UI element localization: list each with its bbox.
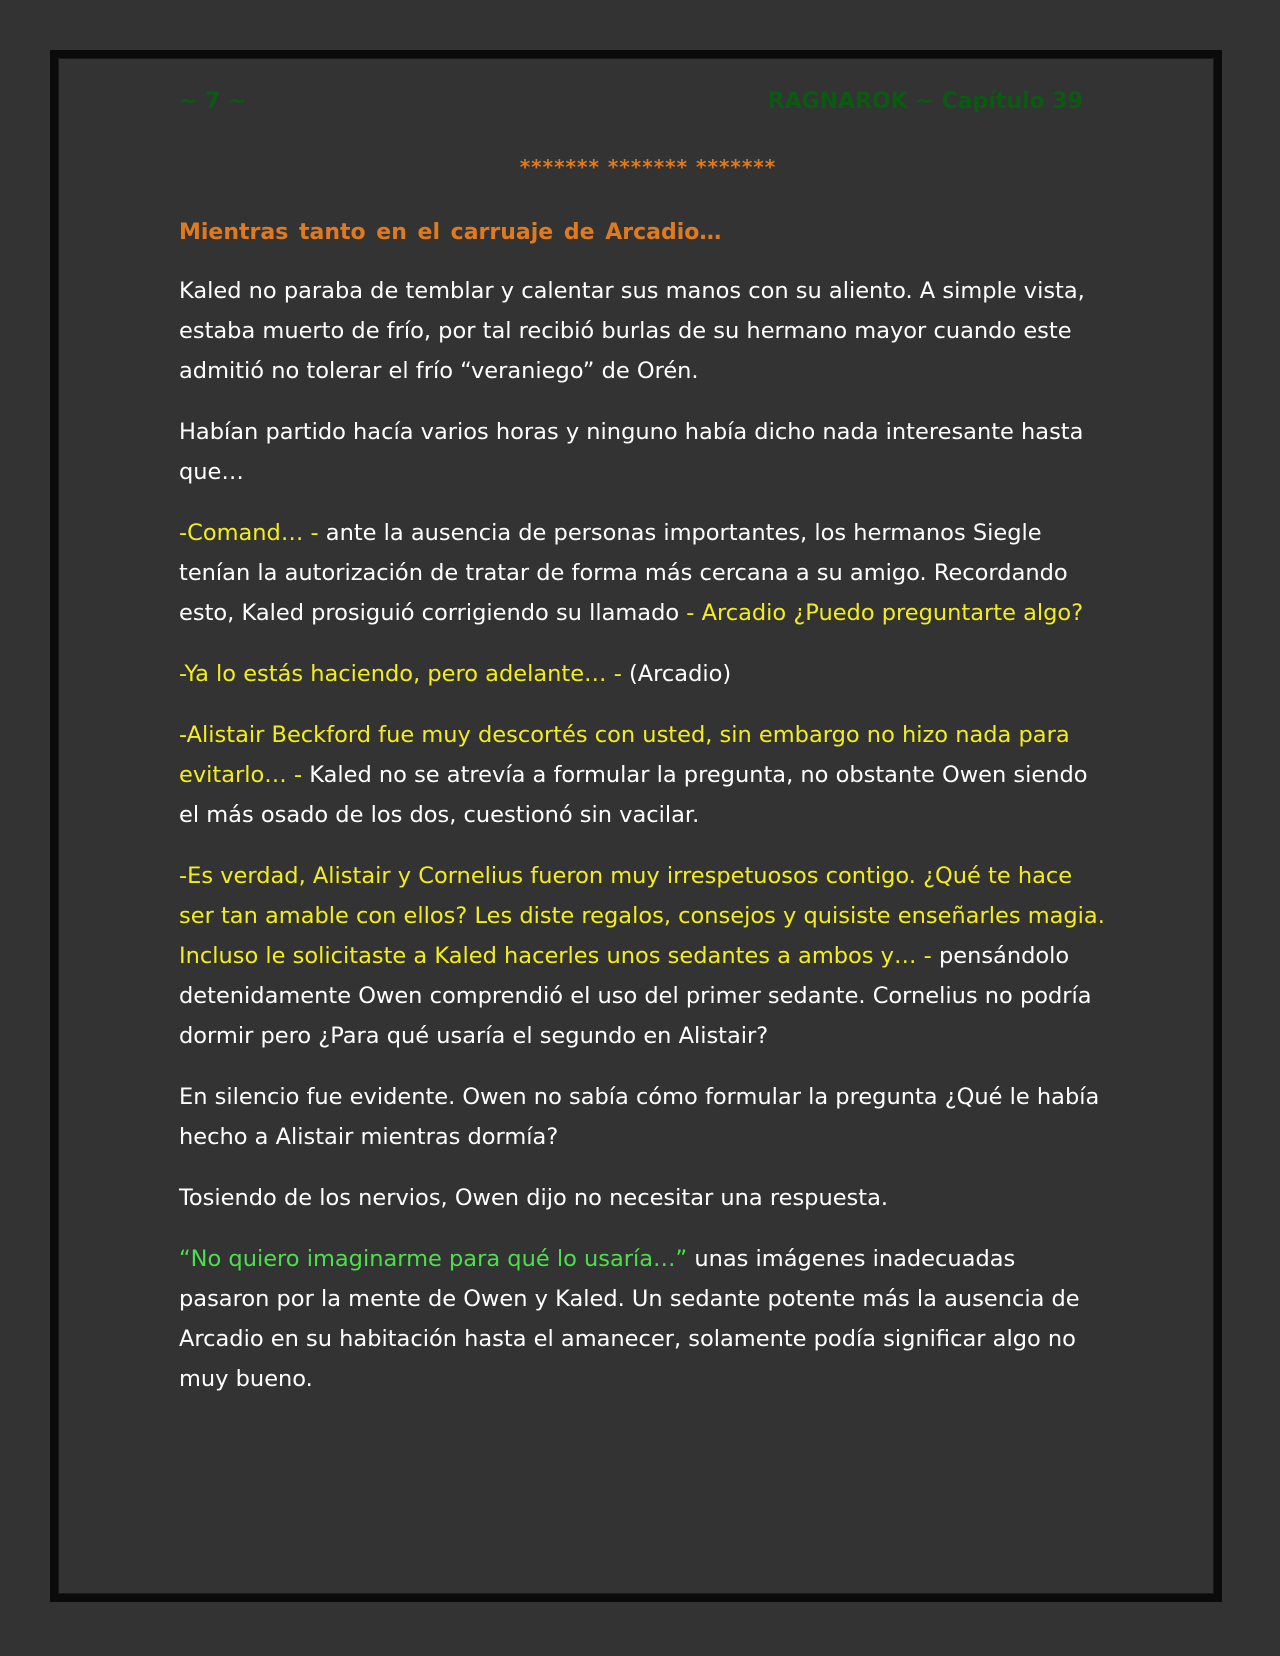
narration-text: pensándolo detenidamente Owen comprendió el uso del primer sedante. Cornelius no podría dormir pero ¿Para qué usaría el segundo en Alistair? xyxy=(179,943,1092,1049)
scene-separator: ******* ******* ******* xyxy=(519,155,777,179)
narration-text: Kaled no se atrevía a formular la pregunta, no obstante Owen siendo el más osado de los dos, cuestionó sin vacilar. xyxy=(179,762,1088,828)
paragraph-1: Kaled no paraba de temblar y calentar sus manos con su aliento. A simple vista, estaba muerto de frío, por tal recibió burlas de su hermano mayor cuando este admitió no tolerar el frío “veraniego” de Orén. xyxy=(179,278,1085,384)
page-header xyxy=(179,89,1083,121)
narration-text: unas imágenes inadecuadas pasaron por la mente de Owen y Kaled. Un sedante potente más la ausencia de Arcadio en su habitación hasta el amanecer, solamente podía significar algo no muy bueno. xyxy=(179,1246,1080,1392)
page-number: ~ 7 ~ xyxy=(179,89,247,114)
paragraph-7: En silencio fue evidente. Owen no sabía cómo formular la pregunta ¿Qué le había hecho a Alistair mientras dormía? xyxy=(179,1084,1100,1150)
dialogue-text: -Comand… - xyxy=(179,520,326,546)
paragraph-4 xyxy=(179,654,1109,694)
paragraph-6 xyxy=(179,856,1109,1056)
scene-heading: Mientras tanto en el carruaje de Arcadio… xyxy=(179,220,722,245)
narration-text: ante la ausencia de personas importantes, los hermanos Siegle tenían la autorización de tratar de forma más cercana a su amigo. Recordando esto, Kaled prosiguió corrigiendo su llamado xyxy=(179,520,1068,626)
dialogue-text: - Arcadio ¿Puedo preguntarte algo? xyxy=(686,600,1084,626)
paragraph-9 xyxy=(179,1239,1109,1399)
paragraph-2: Habían partido hacía varios horas y ninguno había dicho nada interesante hasta que… xyxy=(179,419,1084,485)
paragraph-3 xyxy=(179,513,1109,633)
paragraph-5 xyxy=(179,715,1109,835)
dialogue-text: -Es verdad, Alistair y Cornelius fueron muy irrespetuosos contigo. ¿Qué te hace ser tan amable con ellos? Les diste regalos, consejos y quisiste enseñarles magia. Incluso le solicitaste a Kaled hacerles unos sedantes a ambos y… - xyxy=(179,863,1105,969)
dialogue-text: -Alistair Beckford fue muy descortés con usted, sin embargo no hizo nada para evitarlo… - xyxy=(179,722,1070,788)
dialogue-text: -Ya lo estás haciendo, pero adelante… - xyxy=(179,661,629,687)
running-title: RAGNAROK ~ Capítulo 39 xyxy=(767,89,1083,114)
paragraph-8: Tosiendo de los nervios, Owen dijo no necesitar una respuesta. xyxy=(179,1185,889,1211)
page-frame xyxy=(50,50,1222,1602)
document-body xyxy=(179,147,1109,1420)
narration-text: (Arcadio) xyxy=(628,661,732,687)
thought-text: “No quiero imaginarme para qué lo usaría…” xyxy=(179,1246,695,1272)
page-inner xyxy=(58,58,1214,1594)
